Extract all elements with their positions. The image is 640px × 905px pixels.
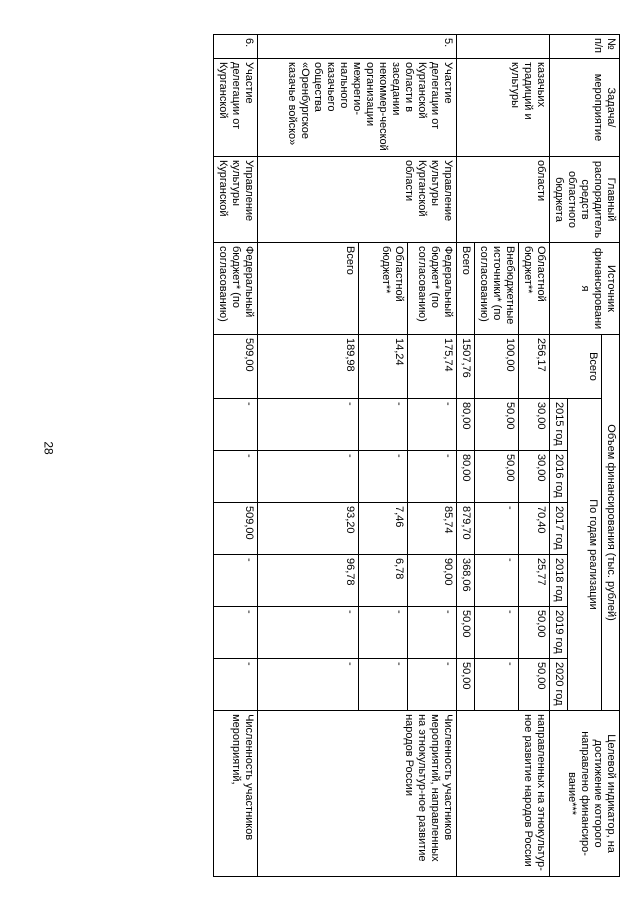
total-cell: 175,74	[408, 335, 457, 399]
table-row	[408, 35, 457, 877]
source-cell: Областной бюджет**	[519, 243, 550, 335]
year-cell: -	[258, 659, 359, 711]
header-financing: Объем финансирования (тыс. рублей)	[602, 335, 620, 711]
year-cell: -	[475, 503, 519, 555]
year-cell: -	[258, 399, 359, 451]
manager-cell: области	[457, 157, 550, 243]
year-cell: 7,46	[359, 503, 408, 555]
year-cell: 879,70	[457, 503, 475, 555]
source-cell: Федеральный бюджет* (по согласованию)	[408, 243, 457, 335]
year-cell: -	[214, 451, 258, 503]
manager-cell: Управление культуры Курганской	[214, 157, 258, 243]
year-cell: 80,00	[457, 399, 475, 451]
source-cell: Федеральный бюджет* (по согласованию)	[214, 243, 258, 335]
header-year: 2018 год	[550, 555, 568, 607]
year-cell: 90,00	[408, 555, 457, 607]
table-row	[519, 35, 550, 877]
total-cell: 509,00	[214, 335, 258, 399]
year-cell: -	[408, 659, 457, 711]
year-cell: -	[408, 451, 457, 503]
year-cell: -	[214, 399, 258, 451]
year-cell: -	[408, 399, 457, 451]
header-by-years: По годам реализации	[568, 399, 602, 711]
year-cell: -	[359, 451, 408, 503]
page-number: 28	[41, 441, 56, 455]
header-year: 2019 год	[550, 607, 568, 659]
year-cell: 30,00	[519, 399, 550, 451]
manager-cell: Управление культуры Курганской области	[258, 157, 457, 243]
year-cell: 368,06	[457, 555, 475, 607]
year-cell: 96,78	[258, 555, 359, 607]
year-cell: 6,78	[359, 555, 408, 607]
year-cell: -	[359, 607, 408, 659]
total-cell: 189,98	[258, 335, 359, 399]
header-year: 2015 год	[550, 399, 568, 451]
source-cell: Всего	[457, 243, 475, 335]
year-cell: 50,00	[457, 607, 475, 659]
year-cell: -	[475, 607, 519, 659]
year-cell: 85,74	[408, 503, 457, 555]
year-cell: -	[258, 607, 359, 659]
year-cell: 50,00	[519, 659, 550, 711]
year-cell: 80,00	[457, 451, 475, 503]
target-cell: Численность участников мероприятий,	[214, 711, 258, 877]
target-cell: направленных на этнокультур-ное развитие народов России	[457, 711, 550, 877]
year-cell: -	[258, 451, 359, 503]
target-cell: Численность участников мероприятий, направленных на этнокультур-ное развитие народов России	[258, 711, 457, 877]
row-num-cell: 6.	[214, 35, 258, 59]
year-cell: -	[359, 659, 408, 711]
header-total: Всего	[550, 335, 602, 399]
year-cell: -	[475, 555, 519, 607]
total-cell: 14,24	[359, 335, 408, 399]
total-cell: 256,17	[519, 335, 550, 399]
header-year: 2016 год	[550, 451, 568, 503]
year-cell: -	[475, 659, 519, 711]
year-cell: -	[408, 607, 457, 659]
year-cell: 25,77	[519, 555, 550, 607]
task-cell: Участие делегации от Курганской	[214, 59, 258, 157]
header-source: Источник финансирования	[550, 243, 620, 335]
year-cell: 509,00	[214, 503, 258, 555]
header-year: 2020 год	[550, 659, 568, 711]
header-target: Целевой индикатор, на достижение которого направлено финансиро-вание***	[550, 711, 620, 877]
source-cell: Всего	[258, 243, 359, 335]
source-cell: Областной бюджет**	[359, 243, 408, 335]
year-cell: -	[359, 399, 408, 451]
header-num: № п/п	[550, 35, 620, 59]
year-cell: 93,20	[258, 503, 359, 555]
header-manager: Главный распорядитель средств областного бюджета	[550, 157, 620, 243]
rotated-page-content	[0, 30, 628, 895]
header-task: Задача/ мероприятие	[550, 59, 620, 157]
year-cell: -	[214, 555, 258, 607]
header-row-1	[602, 35, 620, 877]
table-row	[214, 35, 258, 877]
row-num-cell: 5.	[258, 35, 457, 59]
year-cell: 50,00	[457, 659, 475, 711]
financing-table	[213, 34, 620, 877]
source-cell: Внебюджетные источники* (по согласованию)	[475, 243, 519, 335]
year-cell: 30,00	[519, 451, 550, 503]
header-year: 2017 год	[550, 503, 568, 555]
year-cell: 50,00	[475, 451, 519, 503]
year-cell: 70,40	[519, 503, 550, 555]
year-cell: 50,00	[475, 399, 519, 451]
task-cell: Участие делегации от Курганской области в заседании некоммер-ческой организации межрегио-нального казачьего общества «Оренбургское казачье войско»	[258, 59, 457, 157]
task-cell: казачьих традиций и культуры	[457, 59, 550, 157]
year-cell: -	[214, 659, 258, 711]
total-cell: 1507,76	[457, 335, 475, 399]
year-cell: 50,00	[519, 607, 550, 659]
total-cell: 100,00	[475, 335, 519, 399]
year-cell: -	[214, 607, 258, 659]
row-num-cell	[457, 35, 550, 59]
